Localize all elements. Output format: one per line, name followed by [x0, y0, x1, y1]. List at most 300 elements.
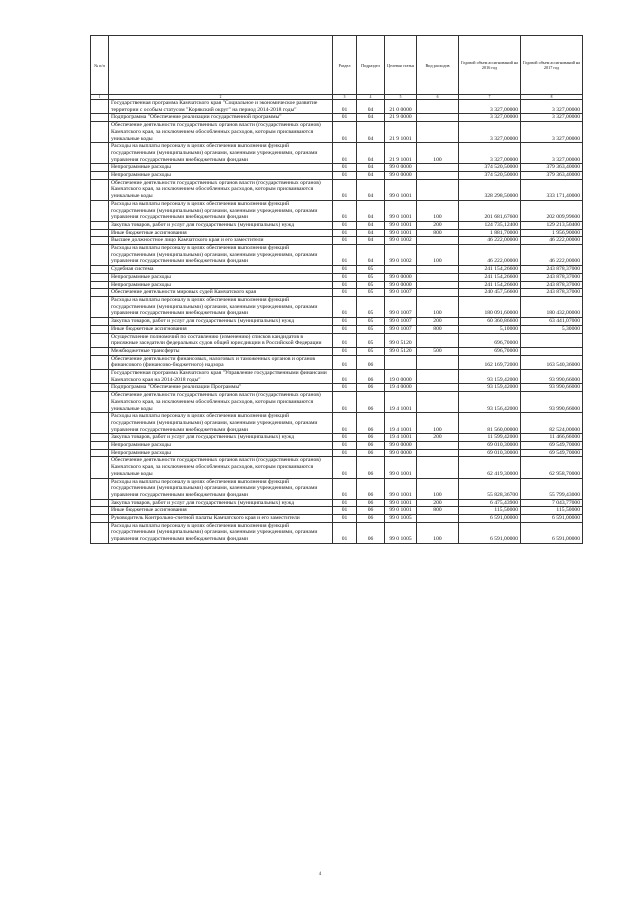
row-name-cell: Непрограммные расходы — [109, 172, 333, 180]
row-number-cell — [91, 245, 109, 266]
row-razdel-cell: 01 — [333, 325, 357, 333]
row-name-cell: Обеспечение деятельности государственных органов власти (государственных органов) Камчатского края, за исключением обособленных расходов, которым присваиваются уникальные коды — [109, 179, 333, 200]
row-razdel-cell: 01 — [333, 164, 357, 172]
row-podrazdel-cell: 04 — [357, 143, 385, 164]
row-name-cell: Расходы на выплаты персоналу в целях обеспечения выполнения функций государственными (муниципальными) органами, казенными учреждениями, органами управления государственными внебюджетными фондами — [109, 413, 333, 434]
row-razdel-cell: 01 — [333, 449, 357, 457]
row-volume-2017-cell: 69 549,70000 — [521, 449, 583, 457]
column-number: 5 — [385, 95, 417, 100]
row-number-cell — [91, 318, 109, 326]
row-podrazdel-cell: 04 — [357, 179, 385, 200]
row-name-cell: Расходы на выплаты персоналу в целях обеспечения выполнения функций государственными (муниципальными) органами, казенными учреждениями, органами управления государственными внебюджетными фондами — [109, 245, 333, 266]
row-expense-type-cell — [417, 355, 459, 369]
table-row — [91, 221, 583, 229]
row-target-article-cell: 21 9 1001 — [385, 143, 417, 164]
page-number: 4 — [318, 872, 322, 877]
row-target-article-cell: 99 0 1001 — [385, 507, 417, 515]
row-volume-2016-cell: 162 169,72000 — [459, 355, 521, 369]
row-podrazdel-cell: 04 — [357, 229, 385, 237]
header-volume-2017: Годовой объем ассигнований на 2017 год — [521, 36, 583, 95]
row-target-article-cell: 99 0 5120 — [385, 347, 417, 355]
row-volume-2016-cell: 62 419,30000 — [459, 457, 521, 478]
row-expense-type-cell: 200 — [417, 318, 459, 326]
row-razdel-cell: 01 — [333, 457, 357, 478]
row-volume-2016-cell: 6 591,00000 — [459, 515, 521, 523]
budget-table — [90, 35, 583, 544]
table-row — [91, 434, 583, 442]
row-expense-type-cell — [417, 237, 459, 245]
row-name-cell: Расходы на выплаты персоналу в целях обеспечения выполнения функций государственными (муниципальными) органами, казенными учреждениями, органами управления государственными внебюджетными фондами — [109, 296, 333, 317]
table-row — [91, 281, 583, 289]
row-razdel-cell: 01 — [333, 221, 357, 229]
row-razdel-cell: 01 — [333, 237, 357, 245]
row-target-article-cell: 99 0 1001 — [385, 457, 417, 478]
row-volume-2017-cell: 93 990,66000 — [521, 392, 583, 413]
table-row — [91, 296, 583, 317]
table-row — [91, 114, 583, 122]
row-volume-2017-cell: 6 591,00000 — [521, 522, 583, 543]
table-row — [91, 515, 583, 523]
row-podrazdel-cell: 06 — [357, 522, 385, 543]
row-razdel-cell: 01 — [333, 442, 357, 450]
row-volume-2016-cell: 374 520,50000 — [459, 172, 521, 180]
row-podrazdel-cell: 06 — [357, 507, 385, 515]
row-target-article-cell: 99 0 1001 — [385, 229, 417, 237]
row-number-cell — [91, 172, 109, 180]
row-volume-2016-cell: 81 560,00000 — [459, 413, 521, 434]
row-number-cell — [91, 200, 109, 221]
row-number-cell — [91, 442, 109, 450]
row-target-article-cell: 99 0 1001 — [385, 179, 417, 200]
row-volume-2017-cell: 5,30000 — [521, 325, 583, 333]
row-number-cell — [91, 392, 109, 413]
row-razdel-cell: 01 — [333, 347, 357, 355]
table-row — [91, 273, 583, 281]
row-expense-type-cell: 100 — [417, 522, 459, 543]
row-razdel-cell: 01 — [333, 392, 357, 413]
row-podrazdel-cell: 04 — [357, 164, 385, 172]
row-number-cell — [91, 221, 109, 229]
row-number-cell — [91, 370, 109, 384]
row-volume-2016-cell: 3 327,00000 — [459, 143, 521, 164]
row-name-cell: Непрограммные расходы — [109, 164, 333, 172]
table-row — [91, 143, 583, 164]
row-razdel-cell: 01 — [333, 499, 357, 507]
row-volume-2016-cell: 6 475,43900 — [459, 499, 521, 507]
row-razdel-cell: 01 — [333, 478, 357, 499]
row-volume-2016-cell: 374 520,50000 — [459, 164, 521, 172]
row-volume-2016-cell: 124 735,12400 — [459, 221, 521, 229]
row-volume-2017-cell: 243 878,37000 — [521, 281, 583, 289]
row-number-cell — [91, 478, 109, 499]
row-number-cell — [91, 114, 109, 122]
table-row — [91, 449, 583, 457]
row-podrazdel-cell: 05 — [357, 273, 385, 281]
row-podrazdel-cell: 04 — [357, 122, 385, 143]
row-razdel-cell: 01 — [333, 273, 357, 281]
header-razdel: Раздел — [333, 36, 357, 95]
row-target-article-cell — [385, 266, 417, 274]
row-razdel-cell: 01 — [333, 172, 357, 180]
row-volume-2016-cell: 93 159,42000 — [459, 370, 521, 384]
row-volume-2016-cell: 1 881,70000 — [459, 229, 521, 237]
table-row — [91, 164, 583, 172]
row-volume-2017-cell: 202 009,99600 — [521, 200, 583, 221]
row-podrazdel-cell: 06 — [357, 384, 385, 392]
row-expense-type-cell — [417, 449, 459, 457]
table-row — [91, 457, 583, 478]
row-volume-2017-cell: 93 990,66000 — [521, 384, 583, 392]
table-row — [91, 245, 583, 266]
row-number-cell — [91, 347, 109, 355]
row-razdel-cell: 01 — [333, 370, 357, 384]
row-volume-2016-cell: 3 327,00000 — [459, 122, 521, 143]
row-podrazdel-cell: 06 — [357, 392, 385, 413]
row-expense-type-cell — [417, 370, 459, 384]
row-volume-2017-cell: 93 990,66000 — [521, 370, 583, 384]
row-podrazdel-cell: 05 — [357, 318, 385, 326]
row-name-cell: Закупка товаров, работ и услуг для государственных (муниципальных) нужд — [109, 499, 333, 507]
table-row — [91, 200, 583, 221]
row-number-cell — [91, 515, 109, 523]
row-podrazdel-cell: 04 — [357, 221, 385, 229]
row-volume-2017-cell: 3 327,00000 — [521, 143, 583, 164]
column-number: 8 — [521, 95, 583, 100]
row-razdel-cell: 01 — [333, 434, 357, 442]
row-target-article-cell: 21 9 1001 — [385, 122, 417, 143]
row-expense-type-cell: 100 — [417, 200, 459, 221]
table-row — [91, 333, 583, 347]
row-expense-type-cell: 200 — [417, 499, 459, 507]
row-name-cell: Непрограммные расходы — [109, 449, 333, 457]
row-number-cell — [91, 273, 109, 281]
table-row — [91, 325, 583, 333]
row-target-article-cell: 99 0 1007 — [385, 296, 417, 317]
row-target-article-cell: 19 4 1001 — [385, 392, 417, 413]
row-target-article-cell: 19 4 1001 — [385, 434, 417, 442]
row-volume-2016-cell: 69 010,30000 — [459, 449, 521, 457]
row-podrazdel-cell: 06 — [357, 515, 385, 523]
row-razdel-cell: 01 — [333, 289, 357, 297]
row-razdel-cell: 01 — [333, 114, 357, 122]
row-volume-2017-cell: 180 432,00000 — [521, 296, 583, 317]
row-razdel-cell: 01 — [333, 179, 357, 200]
row-name-cell: Подпрограмма "Обеспечение реализации государственной программы" — [109, 114, 333, 122]
row-number-cell — [91, 434, 109, 442]
row-name-cell: Иные бюджетные ассигнования — [109, 507, 333, 515]
row-target-article-cell: 99 0 0000 — [385, 442, 417, 450]
row-number-cell — [91, 384, 109, 392]
row-volume-2016-cell: 69 010,30000 — [459, 442, 521, 450]
row-target-article-cell — [385, 355, 417, 369]
row-volume-2017-cell: 82 524,00000 — [521, 413, 583, 434]
row-number-cell — [91, 266, 109, 274]
row-target-article-cell: 21 9 0000 — [385, 114, 417, 122]
row-razdel-cell: 01 — [333, 522, 357, 543]
row-razdel-cell: 01 — [333, 245, 357, 266]
row-volume-2017-cell: 63 441,07000 — [521, 318, 583, 326]
row-podrazdel-cell: 06 — [357, 442, 385, 450]
table-row — [91, 172, 583, 180]
row-podrazdel-cell: 05 — [357, 281, 385, 289]
row-podrazdel-cell: 04 — [357, 245, 385, 266]
row-podrazdel-cell: 04 — [357, 100, 385, 114]
header-number: № п/п — [91, 36, 109, 95]
row-target-article-cell: 99 0 1005 — [385, 515, 417, 523]
row-number-cell — [91, 499, 109, 507]
row-target-article-cell: 99 0 1001 — [385, 478, 417, 499]
row-razdel-cell: 01 — [333, 413, 357, 434]
row-razdel-cell: 01 — [333, 143, 357, 164]
row-volume-2016-cell: 55 828,36700 — [459, 478, 521, 499]
row-number-cell — [91, 413, 109, 434]
row-volume-2016-cell: 3 327,00000 — [459, 100, 521, 114]
row-volume-2017-cell: 115,50000 — [521, 507, 583, 515]
header-volume-2016: Годовой объем ассигнований на 2016 год — [459, 36, 521, 95]
row-name-cell: Непрограммные расходы — [109, 281, 333, 289]
row-number-cell — [91, 229, 109, 237]
row-target-article-cell: 99 0 0000 — [385, 449, 417, 457]
row-name-cell: Расходы на выплаты персоналу в целях обеспечения выполнения функций государственными (муниципальными) органами, казенными учреждениями, органами управления государственными внебюджетными фондами — [109, 478, 333, 499]
row-number-cell — [91, 289, 109, 297]
row-number-cell — [91, 164, 109, 172]
row-volume-2017-cell: 243 878,37000 — [521, 266, 583, 274]
row-target-article-cell: 99 0 0000 — [385, 273, 417, 281]
row-volume-2017-cell: 7 043,77000 — [521, 499, 583, 507]
row-volume-2016-cell: 696,70000 — [459, 347, 521, 355]
row-expense-type-cell: 100 — [417, 296, 459, 317]
row-volume-2016-cell: 240 457,56600 — [459, 289, 521, 297]
row-volume-2017-cell: 3 327,00000 — [521, 122, 583, 143]
row-volume-2016-cell: 241 154,26600 — [459, 273, 521, 281]
row-expense-type-cell — [417, 384, 459, 392]
table-row — [91, 289, 583, 297]
row-name-cell: Государственная программа Камчатского края "Социальное и экономическое развитие территории с особым статусом "Корякский округ" на период 2014-2018 годы" — [109, 100, 333, 114]
row-volume-2016-cell: 93 159,42000 — [459, 384, 521, 392]
row-name-cell: Межбюджетные трансферты — [109, 347, 333, 355]
row-volume-2016-cell: 46 222,00000 — [459, 237, 521, 245]
row-volume-2016-cell: 6 591,00000 — [459, 522, 521, 543]
row-number-cell — [91, 281, 109, 289]
row-target-article-cell: 99 0 1007 — [385, 289, 417, 297]
row-expense-type-cell: 100 — [417, 413, 459, 434]
row-name-cell: Обеспечение деятельности государственных органов власти (государственных органов) Камчатского края, за исключением обособленных расходов, которым присваиваются уникальные коды — [109, 392, 333, 413]
row-target-article-cell: 99 0 0000 — [385, 164, 417, 172]
row-target-article-cell: 19 4 0000 — [385, 384, 417, 392]
row-podrazdel-cell: 04 — [357, 237, 385, 245]
row-expense-type-cell — [417, 179, 459, 200]
row-podrazdel-cell: 06 — [357, 457, 385, 478]
row-razdel-cell: 01 — [333, 333, 357, 347]
row-podrazdel-cell: 06 — [357, 370, 385, 384]
row-target-article-cell: 99 0 1001 — [385, 200, 417, 221]
row-expense-type-cell — [417, 392, 459, 413]
header-name — [109, 36, 333, 95]
table-row — [91, 179, 583, 200]
row-razdel-cell: 01 — [333, 229, 357, 237]
table-row — [91, 237, 583, 245]
row-target-article-cell: 99 0 1002 — [385, 245, 417, 266]
row-target-article-cell: 99 0 1005 — [385, 522, 417, 543]
row-volume-2016-cell: 241 154,26600 — [459, 281, 521, 289]
row-number-cell — [91, 333, 109, 347]
row-number-cell — [91, 507, 109, 515]
row-volume-2017-cell: 379 363,40000 — [521, 164, 583, 172]
row-name-cell: Высшее должностное лицо Камчатского края и его заместители — [109, 237, 333, 245]
row-name-cell: Обеспечение деятельности финансовых, налоговых и таможенных органов и органов финансового (финансово-бюджетного) надзора — [109, 355, 333, 369]
row-expense-type-cell — [417, 100, 459, 114]
row-name-cell: Судебная система — [109, 266, 333, 274]
row-number-cell — [91, 143, 109, 164]
row-target-article-cell: 99 0 5120 — [385, 333, 417, 347]
row-podrazdel-cell: 06 — [357, 355, 385, 369]
row-razdel-cell: 01 — [333, 318, 357, 326]
row-target-article-cell: 99 0 1001 — [385, 499, 417, 507]
row-expense-type-cell: 200 — [417, 434, 459, 442]
row-expense-type-cell: 100 — [417, 478, 459, 499]
row-target-article-cell: 99 0 1007 — [385, 325, 417, 333]
row-razdel-cell: 01 — [333, 266, 357, 274]
row-razdel-cell: 01 — [333, 200, 357, 221]
column-number: 1 — [91, 95, 109, 100]
table-row — [91, 100, 583, 114]
row-name-cell: Подпрограмма "Обеспечение реализации Программы" — [109, 384, 333, 392]
row-volume-2017-cell: 69 549,70000 — [521, 442, 583, 450]
row-number-cell — [91, 122, 109, 143]
row-number-cell — [91, 355, 109, 369]
row-expense-type-cell: 100 — [417, 245, 459, 266]
row-volume-2017-cell: 379 363,40000 — [521, 172, 583, 180]
row-expense-type-cell — [417, 122, 459, 143]
header-expense-type: Вид расходов — [417, 36, 459, 95]
row-target-article-cell: 99 0 1002 — [385, 237, 417, 245]
row-name-cell: Обеспечение деятельности мировых судей Камчатского края — [109, 289, 333, 297]
row-name-cell: Закупка товаров, работ и услуг для государственных (муниципальных) нужд — [109, 221, 333, 229]
row-target-article-cell: 99 0 0000 — [385, 172, 417, 180]
row-razdel-cell: 01 — [333, 281, 357, 289]
row-razdel-cell: 01 — [333, 515, 357, 523]
row-podrazdel-cell: 04 — [357, 200, 385, 221]
row-podrazdel-cell: 05 — [357, 333, 385, 347]
row-number-cell — [91, 179, 109, 200]
row-target-article-cell: 99 0 1001 — [385, 221, 417, 229]
column-number: 4 — [357, 95, 385, 100]
header-podrazdel: Подраздел — [357, 36, 385, 95]
row-number-cell — [91, 100, 109, 114]
table-row — [91, 392, 583, 413]
row-volume-2016-cell: 328 298,50000 — [459, 179, 521, 200]
table-row — [91, 355, 583, 369]
row-volume-2016-cell: 11 599,42000 — [459, 434, 521, 442]
row-number-cell — [91, 237, 109, 245]
row-number-cell — [91, 449, 109, 457]
row-expense-type-cell — [417, 273, 459, 281]
row-volume-2016-cell: 241 154,26600 — [459, 266, 521, 274]
row-expense-type-cell: 500 — [417, 347, 459, 355]
row-name-cell: Расходы на выплаты персоналу в целях обеспечения выполнения функций государственными (муниципальными) органами, казенными учреждениями, органами управления государственными внебюджетными фондами — [109, 143, 333, 164]
table-row — [91, 266, 583, 274]
row-razdel-cell: 01 — [333, 384, 357, 392]
row-name-cell: Иные бюджетные ассигнования — [109, 325, 333, 333]
row-target-article-cell: 99 0 1007 — [385, 318, 417, 326]
row-razdel-cell: 01 — [333, 122, 357, 143]
header-target-article: Целевая статья — [385, 36, 417, 95]
table-row — [91, 122, 583, 143]
column-number: 2 — [109, 95, 333, 100]
table-row — [91, 478, 583, 499]
row-expense-type-cell — [417, 164, 459, 172]
row-podrazdel-cell: 04 — [357, 114, 385, 122]
row-podrazdel-cell: 05 — [357, 266, 385, 274]
table-row — [91, 370, 583, 384]
row-volume-2017-cell: 46 222,00000 — [521, 237, 583, 245]
row-expense-type-cell — [417, 289, 459, 297]
row-name-cell: Осуществление полномочий по составлению (изменению) списков кандидатов в присяжные заседатели федеральных судов общей юрисдикции в Российской Федерации — [109, 333, 333, 347]
row-volume-2017-cell: 333 171,40000 — [521, 179, 583, 200]
row-expense-type-cell — [417, 266, 459, 274]
row-target-article-cell: 19 4 1001 — [385, 413, 417, 434]
row-volume-2016-cell: 201 681,67600 — [459, 200, 521, 221]
row-name-cell: Расходы на выплаты персоналу в целях обеспечения выполнения функций государственными (муниципальными) органами, казенными учреждениями, органами управления государственными внебюджетными фондами — [109, 200, 333, 221]
row-podrazdel-cell: 06 — [357, 478, 385, 499]
row-podrazdel-cell: 06 — [357, 499, 385, 507]
table-body — [91, 100, 583, 544]
row-number-cell — [91, 457, 109, 478]
budget-table-sheet — [90, 35, 582, 544]
row-expense-type-cell — [417, 114, 459, 122]
row-expense-type-cell: 200 — [417, 221, 459, 229]
row-name-cell: Непрограммные расходы — [109, 442, 333, 450]
row-name-cell: Обеспечение деятельности государственных органов власти (государственных органов) Камчатского края, за исключением обособленных расходов, которым присваиваются уникальные коды — [109, 457, 333, 478]
row-name-cell: Расходы на выплаты персоналу в целях обеспечения выполнения функций государственными (муниципальными) органами, казенными учреждениями, органами управления государственными внебюджетными фондами — [109, 522, 333, 543]
row-expense-type-cell — [417, 333, 459, 347]
row-podrazdel-cell: 04 — [357, 172, 385, 180]
row-volume-2017-cell: 46 222,00000 — [521, 245, 583, 266]
row-volume-2016-cell: 5,10000 — [459, 325, 521, 333]
row-razdel-cell: 01 — [333, 100, 357, 114]
row-volume-2017-cell: 1 956,90000 — [521, 229, 583, 237]
table-row — [91, 522, 583, 543]
row-volume-2016-cell: 115,50000 — [459, 507, 521, 515]
row-volume-2016-cell: 3 327,00000 — [459, 114, 521, 122]
row-podrazdel-cell: 05 — [357, 325, 385, 333]
table-row — [91, 442, 583, 450]
table-row — [91, 507, 583, 515]
row-name-cell: Закупка товаров, работ и услуг для государственных (муниципальных) нужд — [109, 434, 333, 442]
row-volume-2016-cell: 93 156,42000 — [459, 392, 521, 413]
row-expense-type-cell — [417, 457, 459, 478]
row-expense-type-cell: 800 — [417, 507, 459, 515]
row-volume-2017-cell: 243 878,37000 — [521, 289, 583, 297]
table-row — [91, 499, 583, 507]
row-volume-2017-cell: 3 327,00000 — [521, 100, 583, 114]
row-volume-2017-cell: 6 591,00000 — [521, 515, 583, 523]
row-volume-2016-cell: 46 222,00000 — [459, 245, 521, 266]
row-razdel-cell: 01 — [333, 296, 357, 317]
row-name-cell: Обеспечение деятельности государственных органов власти (государственных органов) Камчатского края, за исключением обособленных расходов, которым присваиваются уникальные коды — [109, 122, 333, 143]
column-number: 3 — [333, 95, 357, 100]
row-expense-type-cell: 800 — [417, 229, 459, 237]
row-podrazdel-cell: 06 — [357, 434, 385, 442]
row-name-cell: Иные бюджетные ассигнования — [109, 229, 333, 237]
row-volume-2017-cell — [521, 333, 583, 347]
column-number: 6 — [417, 95, 459, 100]
row-target-article-cell: 21 0 0000 — [385, 100, 417, 114]
row-expense-type-cell — [417, 442, 459, 450]
row-expense-type-cell — [417, 281, 459, 289]
row-target-article-cell: 19 0 0000 — [385, 370, 417, 384]
row-name-cell: Государственная программа Камчатского края "Управление государственными финансами Камчатского края на 2014-2018 годы" — [109, 370, 333, 384]
